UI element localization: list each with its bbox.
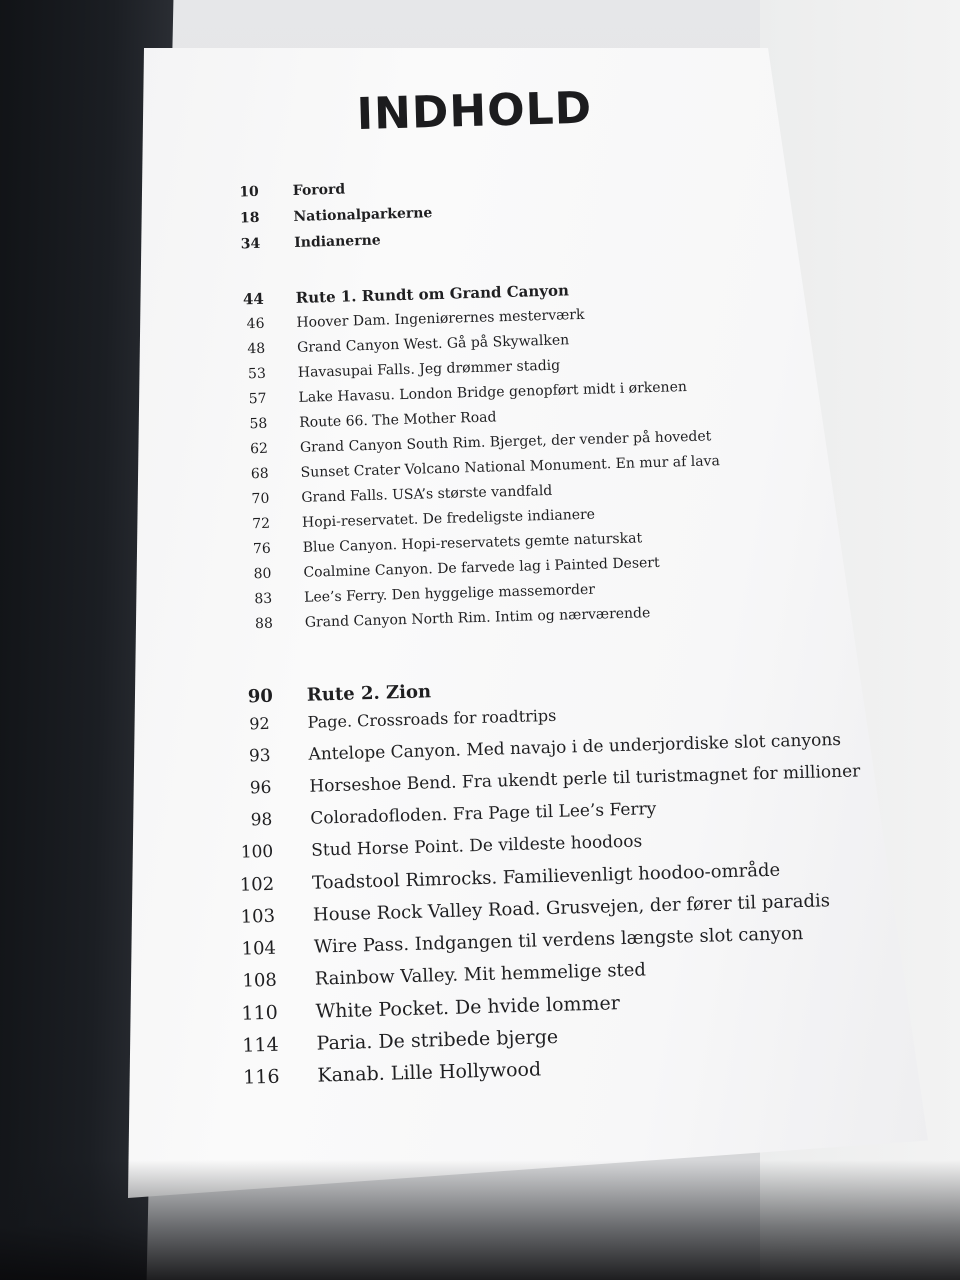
toc-page-number: 100: [240, 841, 274, 863]
toc-entry-title: Blue Canyon. Hopi-reservatets gemte naturskat: [302, 530, 643, 556]
toc-page-number: 58: [249, 415, 268, 433]
toc-page-number: 70: [251, 490, 270, 508]
toc-entry-title: Route 66. The Mother Road: [299, 409, 497, 431]
toc-entry-title: Coalmine Canyon. De farvede lag i Painted Desert: [303, 554, 660, 581]
toc-page-number: 53: [247, 365, 267, 383]
toc-page-number: 90: [247, 685, 274, 708]
toc-entry-title: Hopi-reservatet. De fredeligste indianere: [301, 506, 596, 531]
toc-page-number: 83: [254, 590, 273, 608]
toc-page-number: 93: [248, 745, 271, 767]
toc-entry-title: Horseshoe Bend. Fra ukendt perle til turistmagnet for millioner: [309, 761, 861, 797]
toc-page-number: 34: [240, 235, 261, 253]
toc-entry-title: Grand Falls. USA’s største vandfald: [301, 482, 553, 506]
toc-entry-title: Rute 1. Rundt om Grand Canyon: [295, 281, 570, 307]
toc-entry-title: Nationalparkerne: [293, 205, 433, 225]
toc-page-number: 104: [241, 937, 277, 960]
toc-page-number: 102: [239, 873, 275, 896]
toc-entry-title: Hoover Dam. Ingeniørernes mesterværk: [296, 306, 585, 331]
toc-entry-title: Grand Canyon South Rim. Bjerget, der vender på hovedet: [299, 428, 712, 456]
toc-page-number: 103: [240, 905, 276, 928]
toc-entry-title: Havasupai Falls. Jeg drømmer stadig: [297, 357, 561, 381]
toc-page-number: 96: [249, 777, 272, 799]
toc-entry-title: Kanab. Lille Hollywood: [317, 1058, 542, 1087]
page-title: INDHOLD: [355, 82, 593, 141]
toc-entry-title: Grand Canyon West. Gå på Skywalken: [296, 332, 570, 356]
toc-entry-title: Stud Horse Point. De vildeste hoodoos: [310, 831, 643, 861]
toc-page-number: 44: [242, 289, 265, 309]
toc-page-number: 48: [247, 340, 266, 358]
toc-page-number: 18: [239, 209, 260, 227]
toc-entry-title: White Pocket. De hvide lommer: [315, 992, 621, 1023]
toc-entry-title: Paria. De stribede bjerge: [316, 1025, 559, 1055]
toc-page-number: 116: [242, 1065, 280, 1089]
toc-page-number: 62: [249, 440, 269, 458]
toc-page-number: 57: [248, 390, 267, 408]
toc-entry-title: Grand Canyon North Rim. Intim og nærværende: [304, 605, 651, 631]
toc-page-number: 108: [242, 969, 278, 992]
toc-page-number: 92: [249, 713, 270, 734]
toc-entry-title: Toadstool Rimrocks. Familievenligt hoodoo-område: [311, 859, 781, 894]
toc-page-number: 46: [246, 315, 265, 333]
toc-page-number: 110: [241, 1001, 279, 1025]
toc-page-number: 68: [250, 465, 269, 483]
toc-entry-title: Coloradofloden. Fra Page til Lee’s Ferry: [310, 799, 657, 829]
toc-page-number: 76: [252, 540, 271, 558]
toc-entry-title: Indianerne: [294, 232, 381, 251]
toc-entry-title: Rute 2. Zion: [306, 681, 432, 706]
toc-entry-title: Forord: [292, 181, 346, 199]
toc-page-number: 98: [250, 809, 273, 831]
toc-page-number: 72: [252, 515, 271, 533]
toc-page-number: 10: [239, 183, 260, 201]
toc-page-number: 80: [253, 565, 272, 583]
toc-entry-title: Page. Crossroads for roadtrips: [307, 705, 557, 732]
toc-entry-title: Lake Havasu. London Bridge genopført midt i ørkenen: [298, 379, 688, 406]
toc-entry-title: Wire Pass. Indgangen til verdens længste slot canyon: [313, 923, 804, 958]
toc-entry-title: House Rock Valley Road. Grusvejen, der fører til paradis: [312, 890, 831, 926]
toc-entry-title: Antelope Canyon. Med navajo i de underjordiske slot canyons: [308, 729, 842, 765]
toc-entry-title: Rainbow Valley. Mit hemmelige sted: [314, 959, 647, 990]
toc-page-number: 114: [242, 1033, 279, 1057]
toc-entry-title: Sunset Crater Volcano National Monument. En mur af lava: [300, 453, 721, 481]
toc-entry-title: Lee’s Ferry. Den hyggelige massemorder: [303, 581, 596, 606]
toc-page-number: 88: [254, 615, 274, 633]
